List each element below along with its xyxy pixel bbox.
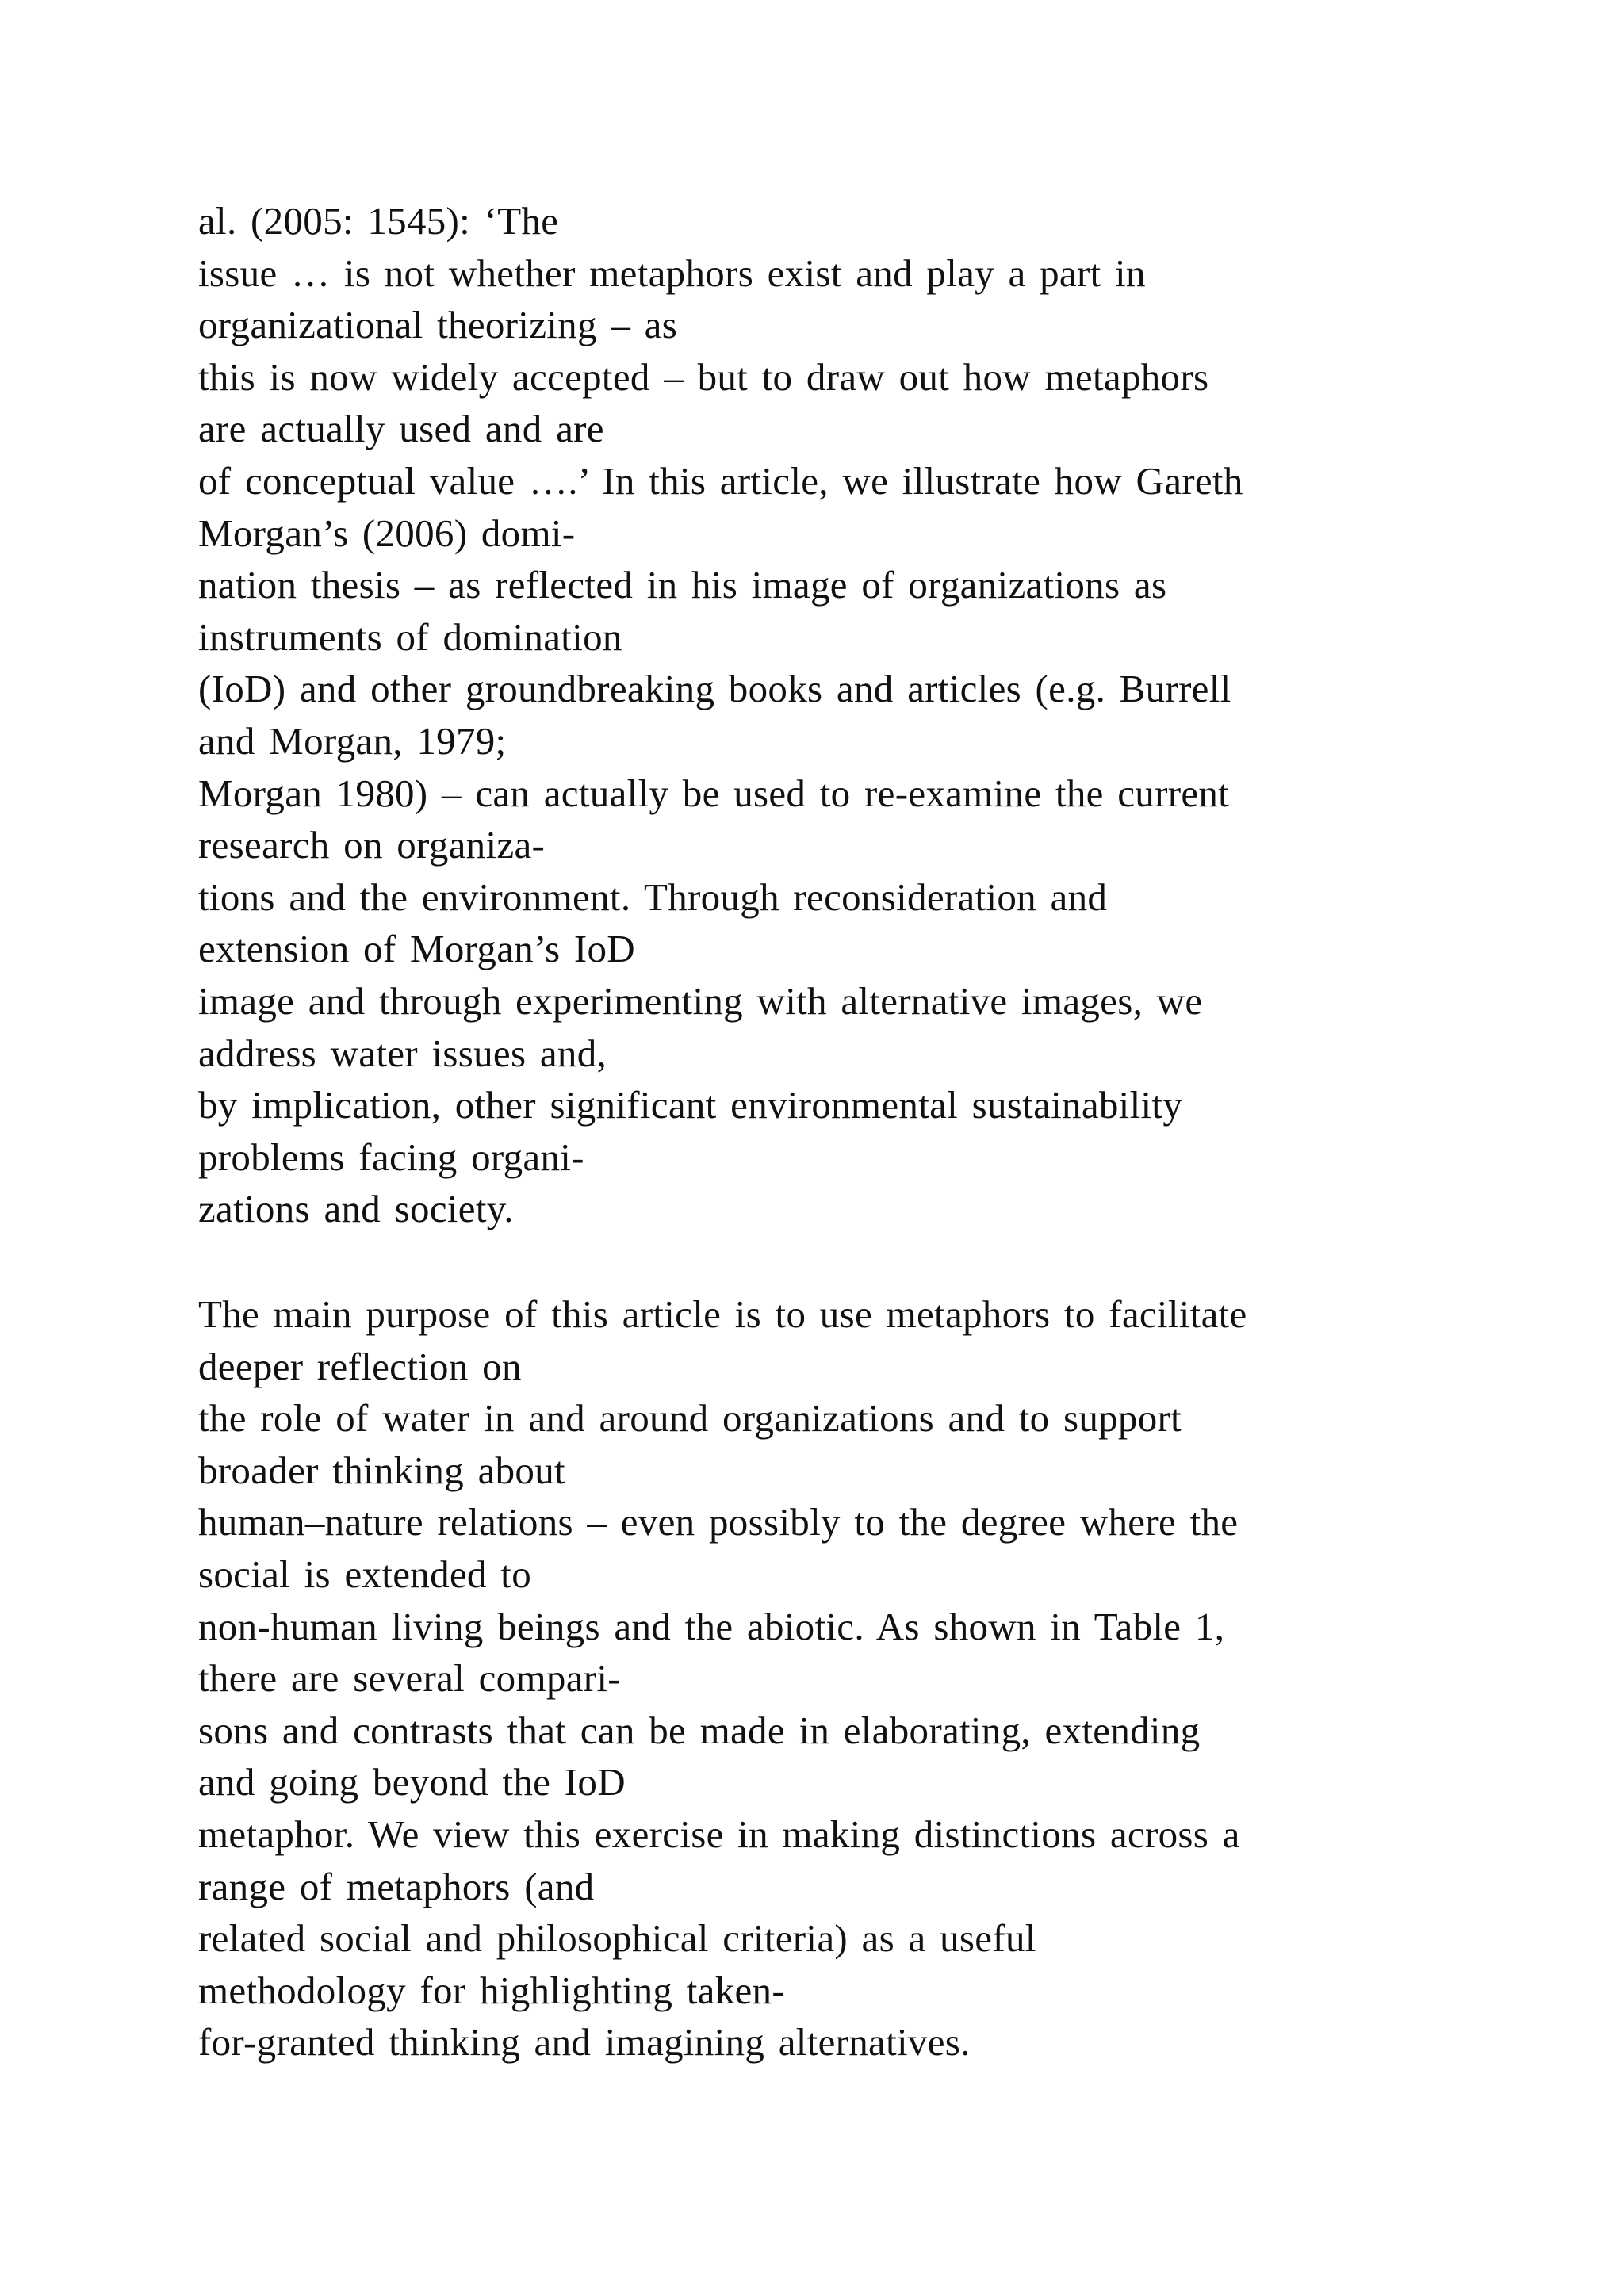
text-line: issue … is not whether metaphors exist and play a part in (198, 251, 1146, 295)
text-line: Morgan’s (2006) domi- (198, 511, 576, 555)
text-line: metaphor. We view this exercise in making distinctions across a (198, 1812, 1240, 1856)
text-line: nation thesis – as reflected in his image of organizations as (198, 563, 1167, 607)
paragraph-1 (198, 195, 1499, 1235)
paragraph-2 (198, 1288, 1499, 2068)
text-line: by implication, other significant environmental sustainability (198, 1083, 1183, 1127)
text-line: and going beyond the IoD (198, 1760, 626, 1804)
text-line: social is extended to (198, 1552, 531, 1596)
text-line: methodology for highlighting taken- (198, 1968, 785, 2012)
text-line: image and through experimenting with alternative images, we (198, 978, 1203, 1023)
text-line: organizational theorizing – as (198, 303, 678, 347)
text-line: of conceptual value ….’ In this article, we illustrate how Gareth (198, 458, 1243, 503)
text-line: the role of water in and around organizations and to support (198, 1396, 1182, 1441)
text-line: extension of Morgan’s IoD (198, 927, 635, 971)
text-line: instruments of domination (198, 614, 622, 659)
text-line: broader thinking about (198, 1448, 565, 1492)
text-line: (IoD) and other groundbreaking books and articles (e.g. Burrell (198, 667, 1231, 711)
text-line: sons and contrasts that can be made in elaborating, extending (198, 1708, 1201, 1752)
text-line: this is now widely accepted – but to draw out how metaphors (198, 354, 1209, 399)
text-line: zations and society. (198, 1187, 514, 1231)
text-line: research on organiza- (198, 823, 546, 867)
text-line: non-human living beings and the abiotic. As shown in Table 1, (198, 1604, 1225, 1648)
text-line: related social and philosophical criteria) as a useful (198, 1916, 1036, 1961)
text-line: The main purpose of this article is to use metaphors to facilitate (198, 1292, 1247, 1336)
text-line: address water issues and, (198, 1031, 607, 1075)
text-line: and Morgan, 1979; (198, 718, 507, 763)
text-line: range of metaphors (and (198, 1864, 595, 1908)
text-line: Morgan 1980) – can actually be used to re-examine the current (198, 771, 1230, 815)
text-line: are actually used and are (198, 407, 604, 451)
text-line: deeper reflection on (198, 1344, 522, 1388)
text-line: there are several compari- (198, 1656, 621, 1701)
text-line: tions and the environment. Through reconsideration and (198, 874, 1108, 919)
text-line: al. (2005: 1545): ‘The (198, 199, 559, 243)
text-line: human–nature relations – even possibly to the degree where the (198, 1500, 1239, 1544)
text-line: for-granted thinking and imagining alternatives. (198, 2020, 971, 2064)
text-line: problems facing organi- (198, 1135, 584, 1179)
